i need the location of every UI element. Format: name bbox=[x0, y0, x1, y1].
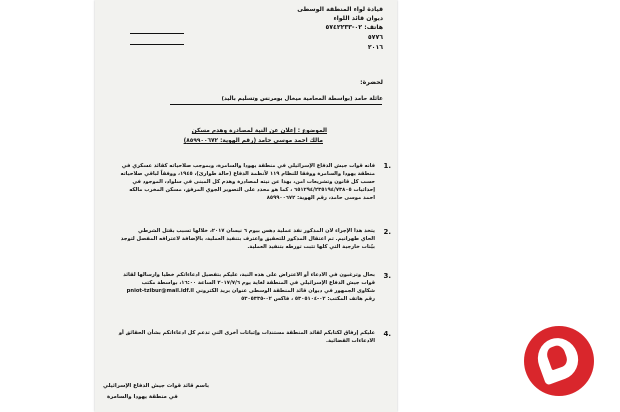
paragraph-4-line: عليكم إرفاق لكتابكم لقائد المنطقة مستندات وإثباتات أخرى التي تدعم كل ادعاءاتكم بشأن الحقائق أو bbox=[118, 330, 375, 336]
paragraph-2-line: بيّنات خارجية التي كلها تثبت تورطه بتنفيذ العملية. bbox=[247, 244, 375, 250]
paragraph-1-line: حسب كل قانون وتشريعات امن، بهذا عن نيته لمصادرة وهدم كل المبنى في سلواد، الموجود في bbox=[132, 179, 375, 185]
paragraph-3-line: شكاوى الجمهور في ديوان قائد المنطقة الوسطى عنوان بريد الكتروني pniot-tzibur@mail.idf.il bbox=[126, 288, 375, 294]
paragraph-2-line: الحاي طهرانيم. تم اعتقال المذكور للتحقيق واعترف بتنفيذ العملية، بالإضافة لاعترافه المفصل لتوجد bbox=[120, 236, 375, 242]
header-ref: ٥٧٧٦ bbox=[367, 34, 383, 41]
paragraph-1-line: احمد موسى حامد، رقم الهوية: ٨٥٩٩٠٠٦٧٢ bbox=[266, 195, 375, 201]
signature-line-1: باسم قائد قوات جيش الدفاع الإسرائيلي bbox=[103, 383, 209, 389]
addressee-name: عائلة حامد (بواسطة المحامية ميخال بومرنس وتسليم باليد) bbox=[221, 96, 383, 102]
header-rule-2 bbox=[130, 44, 184, 45]
paragraph-1-number: 1. bbox=[383, 162, 391, 170]
paragraph-1-line: فانه قوات جيش الدفاع الإسرائيلي في منطقة يهودا والسامرة، وبموجب صلاحياته كقائد عسكري في bbox=[121, 163, 375, 169]
paragraph-2-number: 2. bbox=[383, 228, 391, 236]
paragraph-3-line: قوات جيش الدفاع الإسرائيلي في المنطقة لغاية يوم ٢٠١٧/٧/٦ الساعة ١٦:٠٠، بواسطة مكتب bbox=[141, 280, 375, 286]
addressee-underline bbox=[170, 104, 382, 105]
paragraph-1-line: منطقة يهودا والسامرة ووفقا للنظام ١١٩ لأنظمة الدفاع (حالة طوارئ)، ١٩٤٥، ووفقاً لباقي صلاحياته bbox=[120, 171, 375, 177]
paragraph-3-number: 3. bbox=[383, 272, 391, 280]
signature-line-2: في منطقة يهودا والسامرة bbox=[107, 394, 178, 400]
paragraph-2-line: يتخذ هذا الإجراء لان المذكور نفذ عملية دهس بيوم ٦ نيسان ٢٠١٧، خلالها تسبب بقتل الشرطي bbox=[137, 228, 375, 234]
paragraph-4-number: 4. bbox=[383, 330, 391, 338]
paragraph-4-line: الادعاءات القضائية. bbox=[326, 338, 375, 344]
paragraph-3-line: بحال وترغبون في الادعاء أو الاعتراض على هذه النية، عليكم بتفصيل ادعاءاتكم خطيا وارسالها لقائد bbox=[123, 272, 375, 278]
paragraph-3-line: رقم هاتف المكتب: ٠٢-٥٣٠٥١٠٤ ، فاكس ٠٢-٥٣٠٥٣٣٥ bbox=[241, 296, 375, 302]
header-line-2: ديوان قائد اللواء bbox=[333, 15, 383, 22]
header-line-1: قيادة لواء المنطقة الوسطى bbox=[297, 6, 383, 13]
header-phone: هاتف: ٠٢-٥٧٤٢٢٣٣ bbox=[325, 24, 383, 31]
header-year: ٢٠١٦ bbox=[367, 44, 383, 51]
subject-owner: مالك احمد موسى حامد (رقم الهوية: ٨٥٩٩٠٠٦٧٢) bbox=[183, 138, 323, 144]
paragraph-1-line: إحداثيات ٦٥١٢٩٤/٢٣٥١٩٤/٧٣٨٠٥ ، كما هو محدد على التصوير الجوي المرفق، مسكن المخرب مالكه bbox=[129, 187, 375, 193]
addressee-to: لحضرة: bbox=[360, 79, 383, 86]
header-rule-1 bbox=[130, 33, 184, 34]
watermark-logo bbox=[524, 326, 594, 396]
document-page bbox=[95, 0, 397, 412]
subject-label: الموضوع : إعلان عن النية لمصادرة وهدم مسكن bbox=[191, 128, 327, 134]
